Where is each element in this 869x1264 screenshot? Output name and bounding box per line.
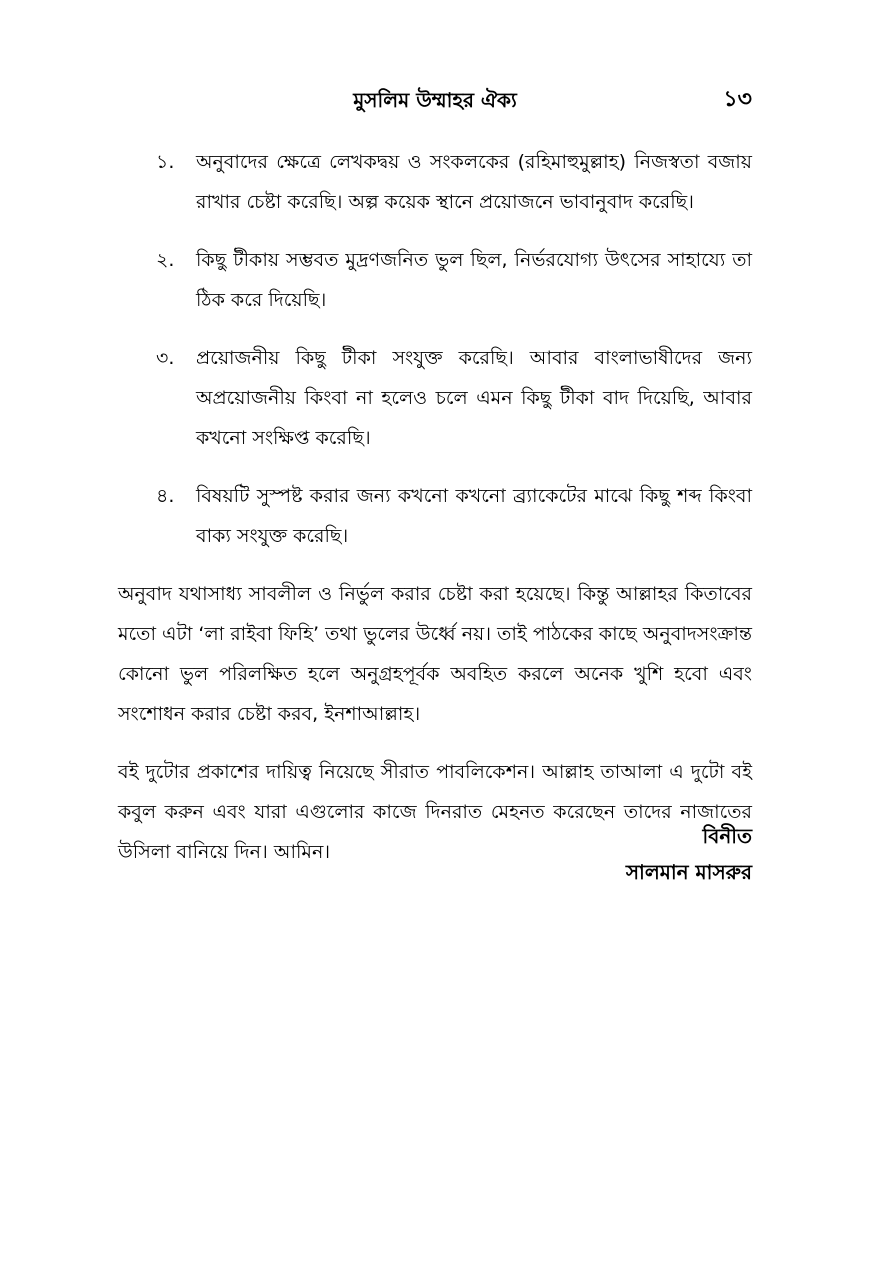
signature-closing: বিনীত (702, 824, 752, 848)
list-item-text: প্রয়োজনীয় কিছু টীকা সংযুক্ত করেছি। আবার বাংলাভাষীদের জন্য অপ্রয়োজনীয় কিংবা না হলেও চলে এমন কিছু টীকা বাদ দিয়েছি, আবার কখনো সংক্ষিপ্ত করেছি। (196, 347, 752, 449)
list-item-number: ১. (156, 151, 175, 173)
list-item-number: ৪. (156, 485, 175, 507)
body-text (118, 142, 752, 890)
numbered-list (118, 142, 752, 556)
running-header (118, 84, 752, 116)
signature-name: সালমান মাসরুর (625, 860, 752, 884)
running-title: মুসলিম উম্মাহর ঐক্য (353, 88, 517, 112)
list-item (118, 240, 752, 320)
list-item (118, 142, 752, 222)
paragraph-publication-note: বই দুটোর প্রকাশের দায়িত্ব নিয়েছে সীরাত পাবলিকেশন। আল্লাহ তাআলা এ দুটো বই কবুল করুন এবং যারা এগুলোর কাজে দিনরাত মেহনত করেছেন তাদের নাজাতের উসিলা বানিয়ে দিন। আমিন। (118, 761, 752, 863)
list-item-number: ২. (156, 249, 175, 271)
list-item (118, 476, 752, 556)
paragraph-translation-note: অনুবাদ যথাসাধ্য সাবলীল ও নির্ভুল করার চেষ্টা করা হয়েছে। কিন্তু আল্লাহর কিতাবের মতো এটা ‘লা রাইবা ফিহি’ তথা ভুলের উর্ধ্বে নয়। তাই পাঠকের কাছে অনুবাদসংক্রান্ত কোনো ভুল পরিলক্ষিত হলে অনুগ্রহপূর্বক অবহিত করলে অনেক খুশি হবো এবং সংশোধন করার চেষ্টা করব, ইনশাআল্লাহ। (118, 583, 752, 725)
list-item-text: অনুবাদের ক্ষেত্রে লেখকদ্বয় ও সংকলকের (রহিমাহুমুল্লাহ) নিজস্বতা বজায় রাখার চেষ্টা করেছি। অল্প কয়েক স্থানে প্রয়োজনে ভাবানুবাদ করেছি। (196, 151, 752, 213)
page-number: ১৩ (723, 87, 752, 112)
list-item-text: বিষয়টি সুস্পষ্ট করার জন্য কখনো কখনো ব্র্যাকেটের মাঝে কিছু শব্দ কিংবা বাক্য সংযুক্ত করেছি। (196, 485, 752, 547)
list-item (118, 338, 752, 458)
list-item-number: ৩. (156, 347, 175, 369)
list-item-text: কিছু টীকায় সম্ভবত মুদ্রণজনিত ভুল ছিল, নির্ভরযোগ্য উৎসের সাহায্যে তা ঠিক করে দিয়েছি। (196, 249, 752, 311)
signature-block (626, 818, 752, 890)
